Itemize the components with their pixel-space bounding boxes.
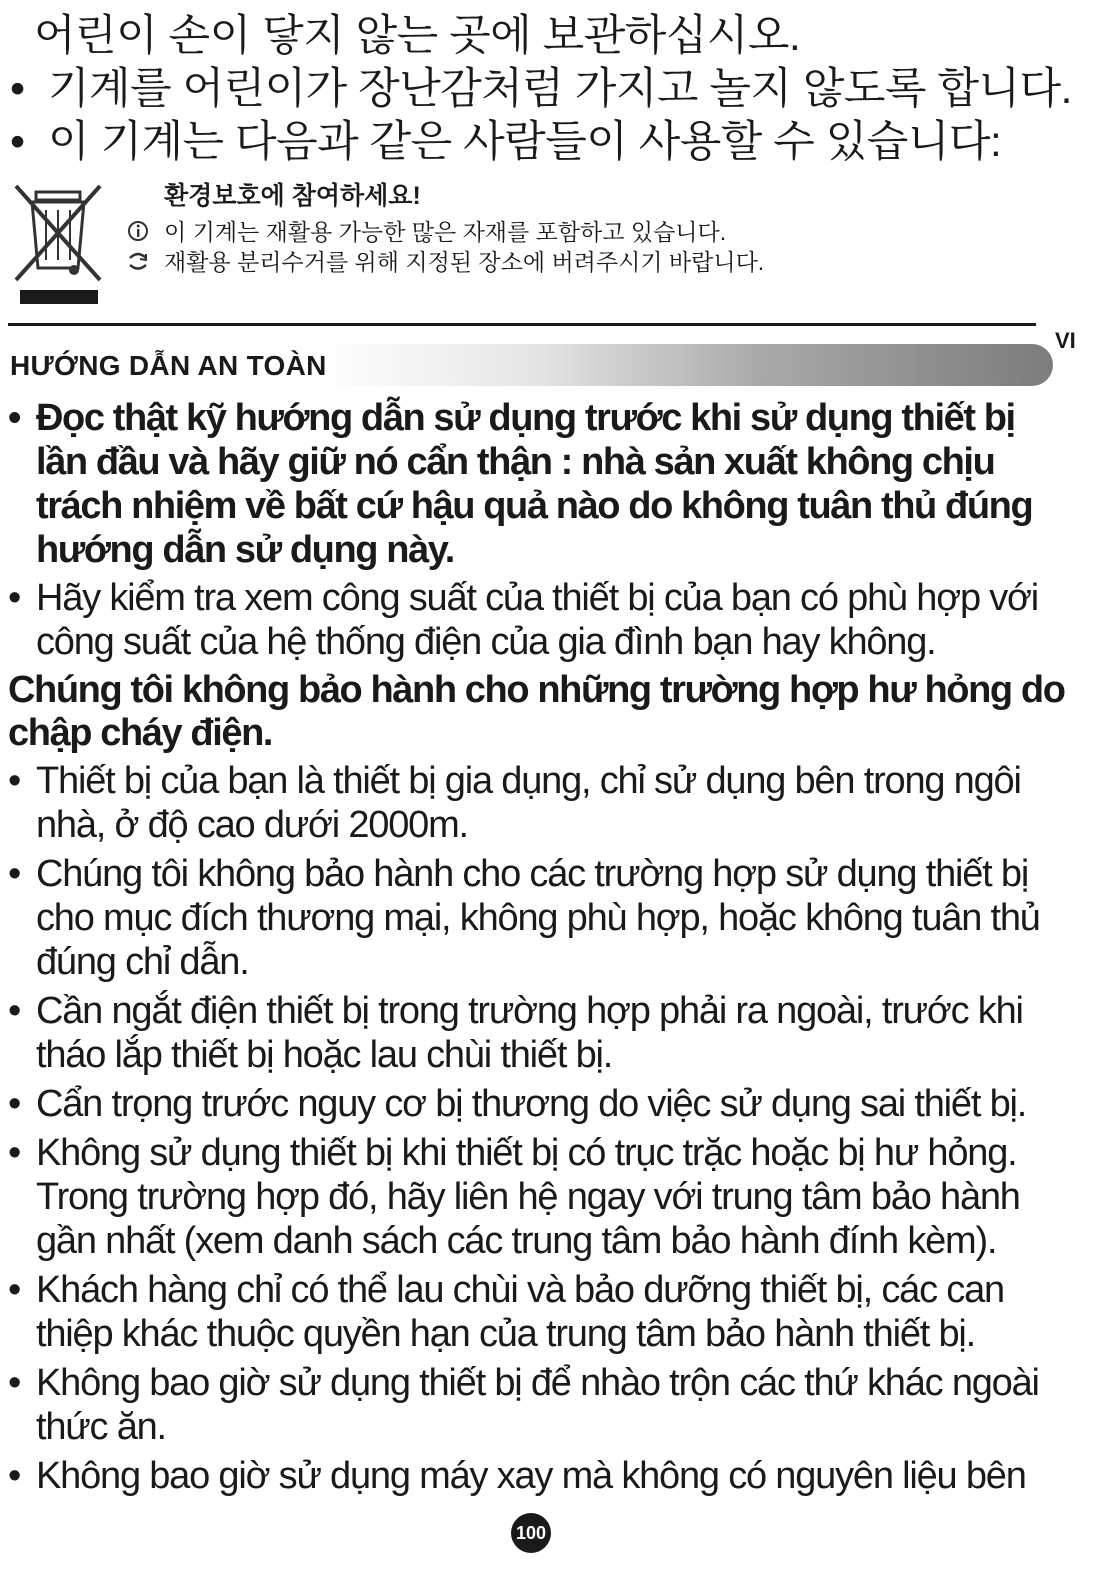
item-text: Không sử dụng thiết bị khi thiết bị có trục trặc hoặc bị hư hỏng. Trong trường hợp đó, hãy liên hệ ngay với trung tâm bảo hành gần nhất (xem danh sách các trung tâm bảo hành đính kèm). [36, 1132, 1020, 1262]
korean-warnings [10, 10, 1073, 169]
section-title: HƯỚNG DẪN AN TOÀN [10, 350, 327, 381]
recycle-line-2-text: 재활용 분리수거를 위해 지정된 장소에 버려주시기 바랍니다. [164, 249, 765, 275]
item-text: Cẩn trọng trước nguy cơ bị thương do việc sử dụng sai thiết bị. [36, 1083, 1027, 1125]
list-item [8, 1454, 1068, 1498]
bullet: • [10, 118, 25, 166]
list-item [8, 852, 1068, 984]
list-item [8, 1131, 1068, 1263]
item-text: Thiết bị của bạn là thiết bị gia dụng, chỉ sử dụng bên trong ngôi nhà, ở độ cao dưới 2000m. [36, 760, 1021, 846]
bullet: • [8, 1455, 21, 1497]
bullet: • [8, 1083, 21, 1125]
bullet: • [8, 1269, 21, 1311]
item-text: Đọc thật kỹ hướng dẫn sử dụng trước khi sử dụng thiết bị lần đầu và hãy giữ nó cẩn thận : nhà sản xuất không chịu trách nhiệm về bất cứ hậu quả nào do không tuân thủ đúng hướng dẫn sử dụng này. [36, 397, 1033, 571]
bullet: • [8, 853, 21, 895]
korean-line-3: 이 기계는 다음과 같은 사람들이 사용할 수 있습니다: [48, 118, 1002, 166]
recycle-title: 환경보호에 참여하세요! [164, 182, 421, 210]
list-item [8, 1082, 1068, 1126]
language-tag: VI [1055, 328, 1076, 353]
list-item [8, 576, 1068, 664]
recycle-line-1 [120, 214, 726, 247]
item-text: Cần ngắt điện thiết bị trong trường hợp phải ra ngoài, trước khi tháo lắp thiết bị hoặc lau chùi thiết bị. [36, 990, 1023, 1076]
korean-line-2: 기계를 어린이가 장난감처럼 가지고 놀지 않도록 합니다. [48, 65, 1073, 113]
section-header-bar [8, 344, 1053, 386]
bullet: • [10, 65, 25, 113]
bullet: • [8, 1362, 21, 1404]
recycling-notice [8, 176, 1008, 306]
list-item [8, 1361, 1068, 1449]
safety-instructions [8, 396, 1068, 1503]
bullet: • [8, 1132, 21, 1174]
recycle-arrow-icon [120, 250, 156, 272]
item-text: Khách hàng chỉ có thể lau chùi và bảo dưỡng thiết bị, các can thiệp khác thuộc quyền hạn của trung tâm bảo hành thiết bị. [36, 1269, 1004, 1355]
item-text: Không bao giờ sử dụng thiết bị để nhào trộn các thứ khác ngoài thức ăn. [36, 1362, 1039, 1448]
page-number: 100 [511, 1513, 551, 1553]
recycle-line-2 [120, 244, 764, 277]
bullet: • [8, 760, 21, 802]
warranty-note: Chúng tôi không bảo hành cho những trường hợp hư hỏng do chập cháy điện. [8, 669, 1065, 754]
crossed-out-wheelie-bin-icon [12, 180, 104, 304]
korean-line-1: 어린이 손이 닿지 않는 곳에 보관하십시오. [34, 12, 801, 60]
korean-bullet-item [10, 63, 1073, 116]
list-item [8, 1268, 1068, 1356]
list-item [8, 396, 1068, 572]
list-item [8, 759, 1068, 847]
item-text: Hãy kiểm tra xem công suất của thiết bị của bạn có phù hợp với công suất của hệ thống điện của gia đình bạn hay không. [36, 577, 1038, 663]
divider [8, 323, 1036, 326]
bullet: • [8, 397, 20, 439]
korean-bullet-item [10, 116, 1070, 169]
bullet: • [8, 990, 21, 1032]
bullet: • [8, 577, 21, 619]
item-text: Không bao giờ sử dụng máy xay mà không có nguyên liệu bên [36, 1455, 1026, 1497]
list-item [8, 989, 1068, 1077]
item-text: Chúng tôi không bảo hành cho các trường hợp sử dụng thiết bị cho mục đích thương mại, không phù hợp, hoặc không tuân thủ đúng chỉ dẫn. [36, 853, 1040, 983]
info-icon [120, 220, 156, 242]
recycle-line-1-text: 이 기계는 재활용 가능한 많은 자재를 포함하고 있습니다. [164, 219, 727, 245]
